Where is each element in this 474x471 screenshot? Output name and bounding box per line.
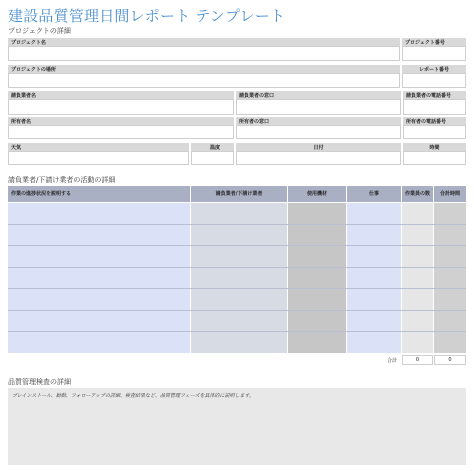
contractor-phone-field[interactable] — [403, 99, 466, 115]
activity-row-divider — [8, 310, 466, 311]
owner-phone-field[interactable] — [403, 125, 466, 139]
owner-contact-field[interactable] — [236, 125, 401, 139]
owner-name-label: 所有者名 — [8, 117, 234, 125]
time-label: 時間 — [403, 143, 466, 151]
project-section-heading: プロジェクトの詳細 — [8, 27, 71, 35]
project-number-label: プロジェクト番号 — [402, 38, 466, 46]
date-field[interactable] — [236, 151, 401, 165]
activity-row-divider — [8, 288, 466, 289]
activity-col-equipment: 使用機材 — [288, 186, 346, 202]
activity-col-progress: 作業の進捗状況を説明する — [8, 186, 190, 202]
activity-row-divider — [8, 224, 466, 225]
temperature-label: 温度 — [191, 143, 234, 151]
time-field[interactable] — [403, 151, 466, 165]
activity-row-divider — [8, 267, 466, 268]
activity-col-work: 仕事 — [347, 186, 401, 202]
activity-row-divider — [8, 245, 466, 246]
contractor-name-field[interactable] — [8, 99, 234, 115]
weather-field[interactable] — [8, 151, 189, 165]
project-number-field[interactable] — [402, 46, 466, 61]
page-title: 建設品質管理日間レポート テンプレート — [8, 7, 286, 25]
project-name-label: プロジェクト名 — [8, 38, 400, 46]
total-label: 合計 — [386, 357, 397, 364]
weather-label: 天気 — [8, 143, 189, 151]
owner-phone-label: 所有者の電話番号 — [403, 117, 466, 125]
report-number-label: レポート番号 — [402, 65, 466, 73]
total-hours-value: 0 — [434, 355, 466, 365]
project-name-field[interactable] — [8, 46, 400, 61]
activity-section-heading: 請負業者/下請け業者の活動の詳細 — [8, 176, 116, 184]
contractor-name-label: 請負業者名 — [8, 91, 234, 99]
contractor-phone-label: 請負業者の電話番号 — [403, 91, 466, 99]
project-location-label: プロジェクトの場所 — [8, 65, 400, 73]
report-number-field[interactable] — [402, 73, 466, 88]
activity-col-contractor: 請負業者/下請け業者 — [191, 186, 287, 202]
owner-contact-label: 所有者の窓口 — [236, 117, 401, 125]
temperature-field[interactable] — [191, 151, 234, 165]
quality-section-heading: 品質管理検査の詳細 — [8, 378, 71, 386]
contractor-contact-field[interactable] — [236, 99, 401, 115]
quality-notes-field[interactable]: ブレインストール、勧動、フォローアップの詳細、検査結果など、品質管理フェーズを具体的に説明します。 — [8, 388, 466, 465]
activity-row-divider — [8, 331, 466, 332]
project-location-field[interactable] — [8, 73, 400, 88]
date-label: 日付 — [236, 143, 401, 151]
activity-col-workers: 作業員の数 — [402, 186, 433, 202]
owner-name-field[interactable] — [8, 125, 234, 139]
total-workers-value: 0 — [402, 355, 433, 365]
contractor-contact-label: 請負業者の窓口 — [236, 91, 401, 99]
activity-col-total-hours: 合計時間 — [434, 186, 466, 202]
